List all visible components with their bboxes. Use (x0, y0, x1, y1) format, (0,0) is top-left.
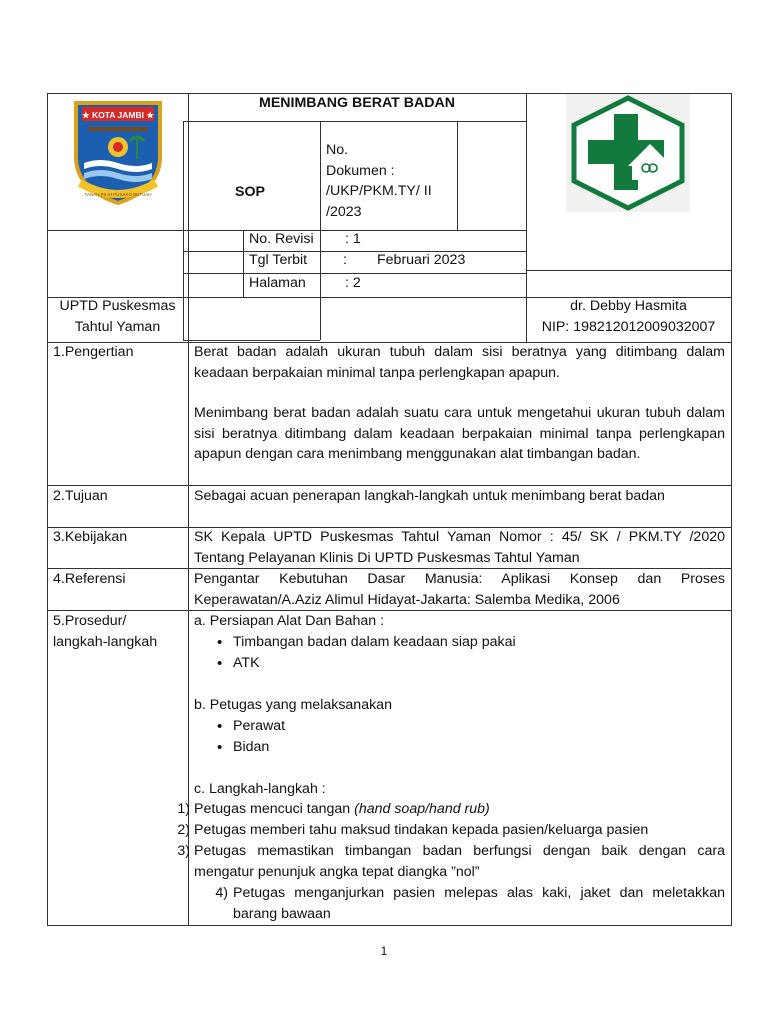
right-logo-cell-bottom-line (526, 270, 732, 271)
pengertian-label: 1.Pengertian (53, 344, 134, 360)
signer-nip: NIP: 198212012009032007 (541, 319, 716, 335)
table-left-border (47, 93, 48, 926)
sop-label: SOP (235, 184, 265, 200)
prosedur-label-line-1: 5.Prosedur/ (53, 613, 127, 629)
step-4-number: 4) (215, 885, 228, 901)
step-2-text: Petugas memberi tahu maksud tindakan kepada pasien/keluarga pasien (194, 822, 649, 838)
pengertian-paragraph-1: Berat badan adalah ukuran tubuh dalam sisi beratnya yang ditimbang dalam keadaan berpakaian minimal tanpa perlengkapan apapun. (194, 344, 725, 381)
persiapan-list (233, 632, 516, 674)
terbit-label: Tgl Terbit (249, 252, 308, 268)
doc-number-line-2: Dokumen : (326, 163, 395, 179)
kebijakan-text: SK Kepala UPTD Puskesmas Tahtul Yaman Nomor : 45/ SK / PKM.TY /2020 Tentang Pelayanan Klinis Di UPTD Puskesmas Tahtul Yaman (194, 529, 725, 566)
kota-jambi-logo (70, 97, 166, 207)
org-name-line-1: UPTD Puskesmas (59, 298, 176, 314)
step-4-text: Petugas menganjurkan pasien melepas alas kaki, jaket dan meletakkan barang bawaan (233, 885, 725, 922)
petugas-list (233, 716, 285, 758)
halaman-value: : 2 (345, 275, 361, 291)
table-bottom-border (47, 925, 732, 926)
prosedur-label-line-2: langkah-langkah (53, 634, 158, 650)
doc-no-right-line (457, 121, 458, 230)
step-3-number: 3) (177, 843, 190, 859)
step-1-text (194, 799, 490, 820)
sop-title: MENIMBANG BERAT BADAN (259, 95, 455, 111)
step-1-number: 1) (177, 801, 190, 817)
row-line-prosedur (47, 610, 732, 611)
revisi-label-left-line (243, 230, 244, 297)
pengertian-paragraph-2: Menimbang berat badan adalah suatu cara untuk mengetahui ukuran tubuh dalam sisi beratnya ditimbang dalam keadaan berpakaian minimal tanpa perlengkapan apapun dengan cara menimbang menggunakan alat timbangan badan. (194, 405, 725, 462)
doc-number-line-1: No. (326, 142, 349, 158)
list-item: • ATK (233, 653, 516, 674)
tujuan-text: Sebagai acuan penerapan langkah-langkah untuk menimbang berat badan (194, 488, 665, 504)
terbit-colon: : (343, 252, 347, 268)
inner-box-bottom-line (183, 340, 320, 341)
title-bottom-line (183, 121, 526, 122)
referensi-label: 4.Referensi (53, 571, 126, 587)
logo-banner-text: ★ KOTA JAMBI ★ (82, 110, 154, 120)
terbit-value: Februari 2023 (377, 252, 466, 268)
langkah-title: c. Langkah-langkah : (194, 781, 326, 797)
doc-number-line-3: /UKP/PKM.TY/ II (326, 183, 432, 199)
table-right-border (731, 93, 732, 926)
step-2-number: 2) (177, 822, 190, 838)
petugas-title: b. Petugas yang melaksanakan (194, 697, 392, 713)
step-1-italic-text: (hand soap/hand rub) (354, 801, 490, 817)
step-3-text: Petugas memastikan timbangan badan berfungsi dengan baik dengan cara mengatur penunjuk angka tepat diangka ”nol” (194, 843, 725, 880)
list-item: • Bidan (233, 737, 285, 758)
puskesmas-logo (566, 94, 690, 212)
logo-motto-text: TANAH PILIH PUSAKO BETUAH (84, 192, 152, 197)
kebijakan-label: 3.Kebijakan (53, 529, 128, 545)
revisi-value: : 1 (345, 231, 361, 247)
logo-cell-bottom-line (47, 230, 188, 231)
tujuan-label: 2.Tujuan (53, 488, 108, 504)
page-number: 1 (380, 944, 388, 958)
signer-name: dr. Debby Hasmita (570, 298, 687, 314)
referensi-text: Pengantar Kebutuhan Dasar Manusia: Aplikasi Konsep dan Proses Keperawatan/A.Aziz Alimul Hidayat-Jakarta: Salemba Medika, 2006 (194, 571, 725, 608)
doc-number-line-4: /2023 (326, 204, 362, 220)
doc-no-left-line (320, 121, 321, 340)
step-1-main-text: Petugas mencuci tangan (194, 801, 355, 817)
halaman-label: Halaman (249, 275, 306, 291)
revisi-label: No. Revisi (249, 231, 314, 247)
terbit-top-line (183, 251, 526, 252)
persiapan-title: a. Persiapan Alat Dan Bahan : (194, 613, 385, 629)
list-item: • Perawat (233, 716, 285, 737)
org-name-line-2: Tahtul Yaman (74, 319, 161, 335)
list-item: • Timbangan badan dalam keadaan siap pakai (233, 632, 516, 653)
